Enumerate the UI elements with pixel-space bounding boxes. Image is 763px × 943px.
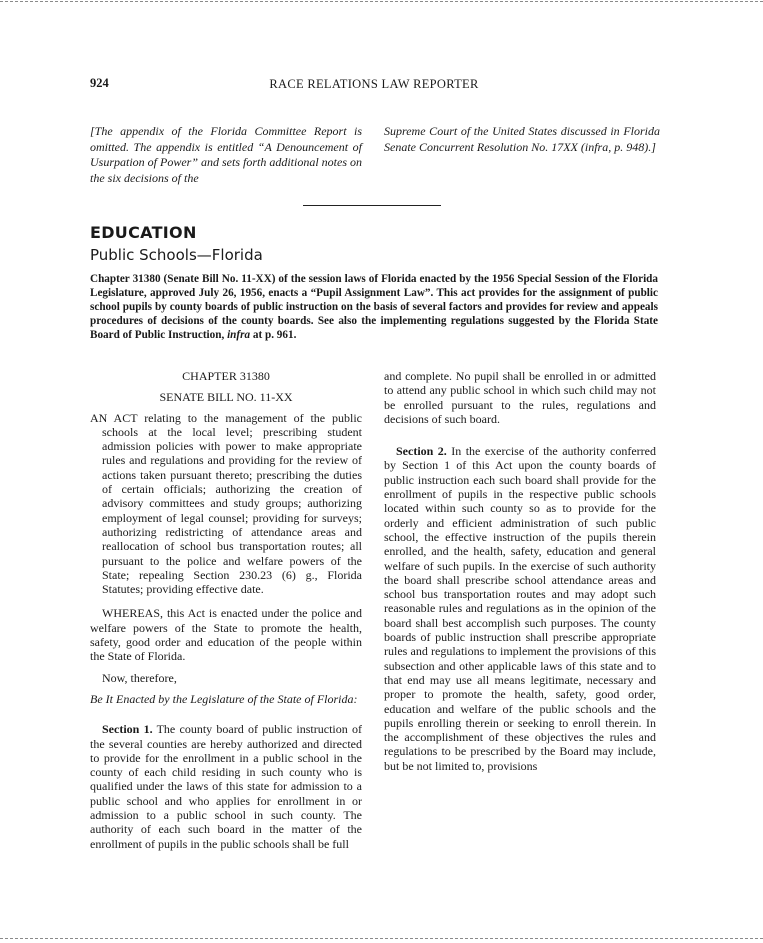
section-subheading: Public Schools—Florida bbox=[90, 246, 263, 264]
enacting-clause: Be It Enacted by the Legislature of the State of Florida: bbox=[90, 691, 358, 706]
running-title: RACE RELATIONS LAW REPORTER bbox=[269, 77, 479, 91]
summary-infra: infra bbox=[227, 329, 251, 341]
section-1-continued: and complete. No pupil shall be enrolled in or admitted to attend any public school in which such child may not be enrolled pursuant to the rules, regulations and decisions of such board. bbox=[384, 369, 656, 426]
page-number: 924 bbox=[90, 76, 109, 90]
chapter-title: CHAPTER 31380 bbox=[182, 369, 270, 383]
whereas-clause: WHEREAS, this Act is enacted under the police and welfare powers of the State to promote the health, safety, good order and education of the people within the State of Florida. bbox=[90, 606, 362, 664]
summary-lead: Chapter 31380 (Senate Bill No. 11-XX) of the session laws of Florida enacted by the 1956 Special Session of the Florida Legislature, approved July 26, 1956, enacts a “Pupil Assignment Law”. This act provides for the assignment of public school pupils by county boards of public instruction on the basis of several factors and provides for review and appeals procedures of decisions of the county boards. See also the implementing regulations suggested by the Florida State Board of Public Instruction, bbox=[90, 273, 658, 341]
summary-tail: at p. 961. bbox=[250, 329, 297, 341]
editor-note-right: Supreme Court of the United States discussed in Florida Senate Concurrent Resolution No. 17XX (infra, p. 948).] bbox=[384, 124, 660, 154]
section-divider bbox=[303, 205, 441, 206]
statute-column-left bbox=[90, 369, 362, 858]
section-2-text: In the exercise of the authority conferred by Section 1 of this Act upon the county boards of public instruction each such board shall provide for the enrollment of pupils in the respective public schools located within such county so as to provide for the orderly and efficient administration of such public school, the effective instruction of the pupils therein enrolled, and the health, safety, education and general welfare of such pupils. In the exercise of such authority the board shall prescribe school attendance areas and school bus transportation routes and may adopt such reasonable rules and regulations as in the opinion of the board shall best accomplish such purposes. The county boards of public instruction shall prescribe appropriate rules and regulations to implement the provisions of this subsection and other applicable laws of this state and to that end may use all means legitimate, necessary and proper to promote the health, safety, good order, education and welfare of the public schools and the pupils enrolling therein or seeking to enroll therein. In the accomplishment of these objectives the rules and regulations to be prescribed by the Board may include, but be not limited to, provisions bbox=[384, 444, 656, 773]
section-2 bbox=[384, 444, 656, 773]
statute-column-right bbox=[384, 369, 656, 780]
section-2-label: Section 2. bbox=[396, 444, 447, 459]
bottom-scan-border bbox=[0, 938, 763, 939]
section-1-label: Section 1. bbox=[102, 722, 153, 737]
now-therefore: Now, therefore, bbox=[102, 670, 177, 685]
editor-note-left: [The appendix of the Florida Committee Report is omitted. The appendix is entitled “A Denouncement of Usurpation of Power” and sets forth additional notes on the six decisions of the bbox=[90, 124, 363, 185]
top-scan-border bbox=[0, 1, 763, 2]
section-1-text: The county board of public instruction of the several counties are hereby authorized and directed to provide for the enrollment in a public school in the county of each child residing in such county who is qualified under the laws of this state for admission to a public school and who applies for enrollment in or admission to a public school in such county. The authority of each such board in the matter of the enrollment of pupils in the public schools shall be full bbox=[90, 722, 362, 851]
headnote-summary bbox=[90, 272, 658, 342]
section-heading: EDUCATION bbox=[90, 223, 197, 242]
bill-title: SENATE BILL NO. 11-XX bbox=[159, 390, 293, 405]
section-1 bbox=[90, 722, 362, 851]
act-title: AN ACT relating to the management of the public schools at the local level; prescribing student admission policies with power to make appropriate rules and regulations and providing for the review of actions taken pursuant thereto; prescribing the duties of certain officials; authorizing the creation of advisory committees and study groups; authorizing employment of legal counsel; providing for surveys; authorizing redistricting of attendance areas and reallocation of school bus transportation routes; all pursuant to the police and welfare powers of the State; repealing Section 230.23 (6) g., Florida Statutes; providing effective date. bbox=[90, 410, 362, 597]
